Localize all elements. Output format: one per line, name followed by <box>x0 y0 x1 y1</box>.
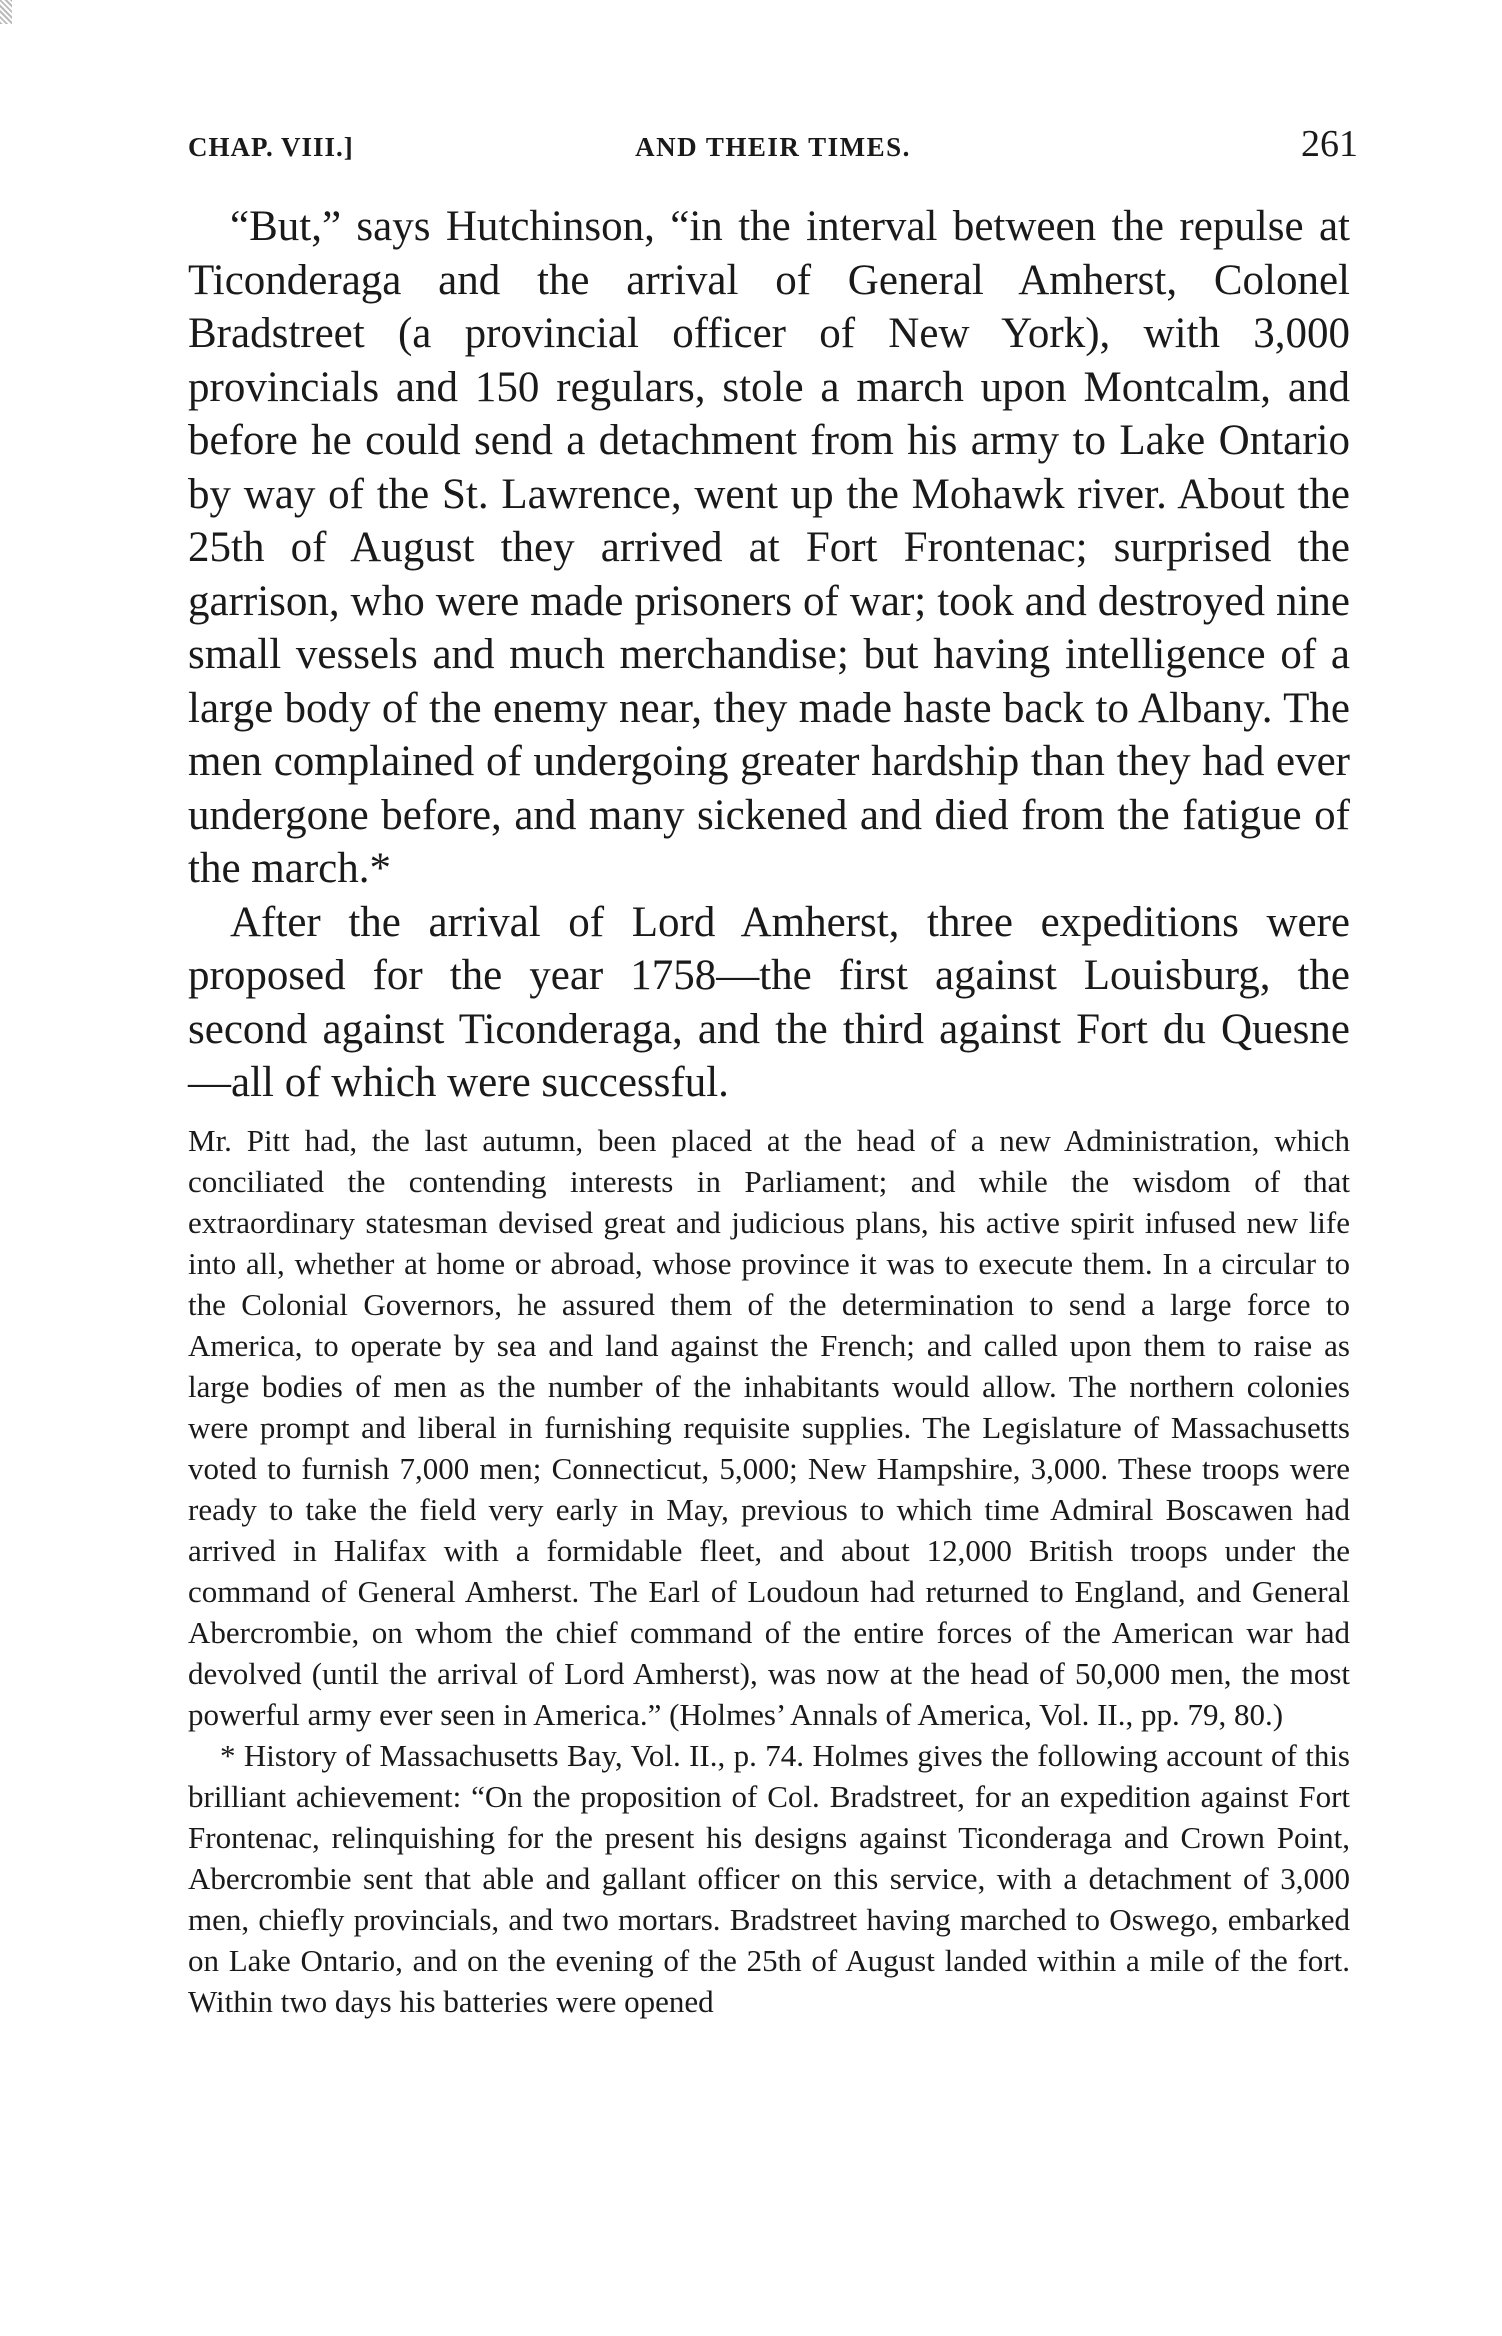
chapter-label: CHAP. VIII.] <box>188 132 354 162</box>
paragraph-expeditions: After the arrival of Lord Amherst, three expeditions were proposed for the year 1758—the first against Louisburg, the second against Ticonderaga, and the third against Fort du Quesne—all of which were successful. <box>188 898 1350 1106</box>
footnote-history-massachusetts: * History of Massachusetts Bay, Vol. II., p. 74. Holmes gives the following account of this brilliant achievement: “On the proposition of Col. Bradstreet, for an expedition against Fort Frontenac, relinquishing for the present his designs against Ticonderaga and Crown Point, Abercrombie sent that able and gallant officer on this service, with a detachment of 3,000 men, chiefly provincials, and two mortars. Bradstreet having marched to Oswego, embarked on Lake Ontario, and on the evening of the 25th of August landed within a mile of the fort. Within two days his batteries were opened <box>188 1738 1350 2019</box>
paragraph-hutchinson-quote: “But,” says Hutchinson, “in the interval between the repulse at Ticonderaga and the arrival of General Amherst, Colonel Bradstreet (a provincial officer of New York), with 3,000 provincials and 150 regulars, stole a march upon Montcalm, and before he could send a detachment from his army to Lake Ontario by way of the St. Lawrence, went up the Mohawk river. About the 25th of August they arrived at Fort Frontenac; surprised the garrison, who were made prisoners of war; took and destroyed nine small vessels and much merchandise; but having intelligence of a large body of the enemy near, they made haste back to Albany. The men complained of undergoing greater hardship than they had ever undergone before, and many sickened and died from the fatigue of the march.* <box>188 203 1350 892</box>
footnote-continuation: Mr. Pitt had, the last autumn, been placed at the head of a new Administration, which conciliated the contending interests in Parliament; and while the wisdom of that extraordinary statesman devised great and judicious plans, his active spirit infused new life into all, whether at home or abroad, whose province it was to execute them. In a circular to the Colonial Governors, he assured them of the determination to send a large force to America, to operate by sea and land against the French; and called upon them to raise as large bodies of men as the number of the inhabitants would allow. The northern colonies were prompt and liberal in furnishing requisite supplies. The Legislature of Massachusetts voted to furnish 7,000 men; Connecticut, 5,000; New Hampshire, 3,000. These troops were ready to take the field very early in May, previous to which time Admiral Boscawen had arrived in Halifax with a formidable fleet, and about 12,000 British troops under the command of General Amherst. The Earl of Loudoun had returned to England, and General Abercrombie, on whom the chief command of the entire forces of the American war had devolved (until the arrival of Lord Amherst), was now at the head of 50,000 men, the most powerful army ever seen in America.” (Holmes’ Annals of America, Vol. II., pp. 79, 80.) <box>188 1123 1350 1732</box>
running-header <box>188 123 1358 176</box>
scan-corner-artifact <box>0 0 12 24</box>
page-number: 261 <box>1301 123 1358 165</box>
main-text <box>188 200 1350 1110</box>
running-title: AND THEIR TIMES. <box>635 132 911 162</box>
footnotes <box>188 1120 1350 2022</box>
